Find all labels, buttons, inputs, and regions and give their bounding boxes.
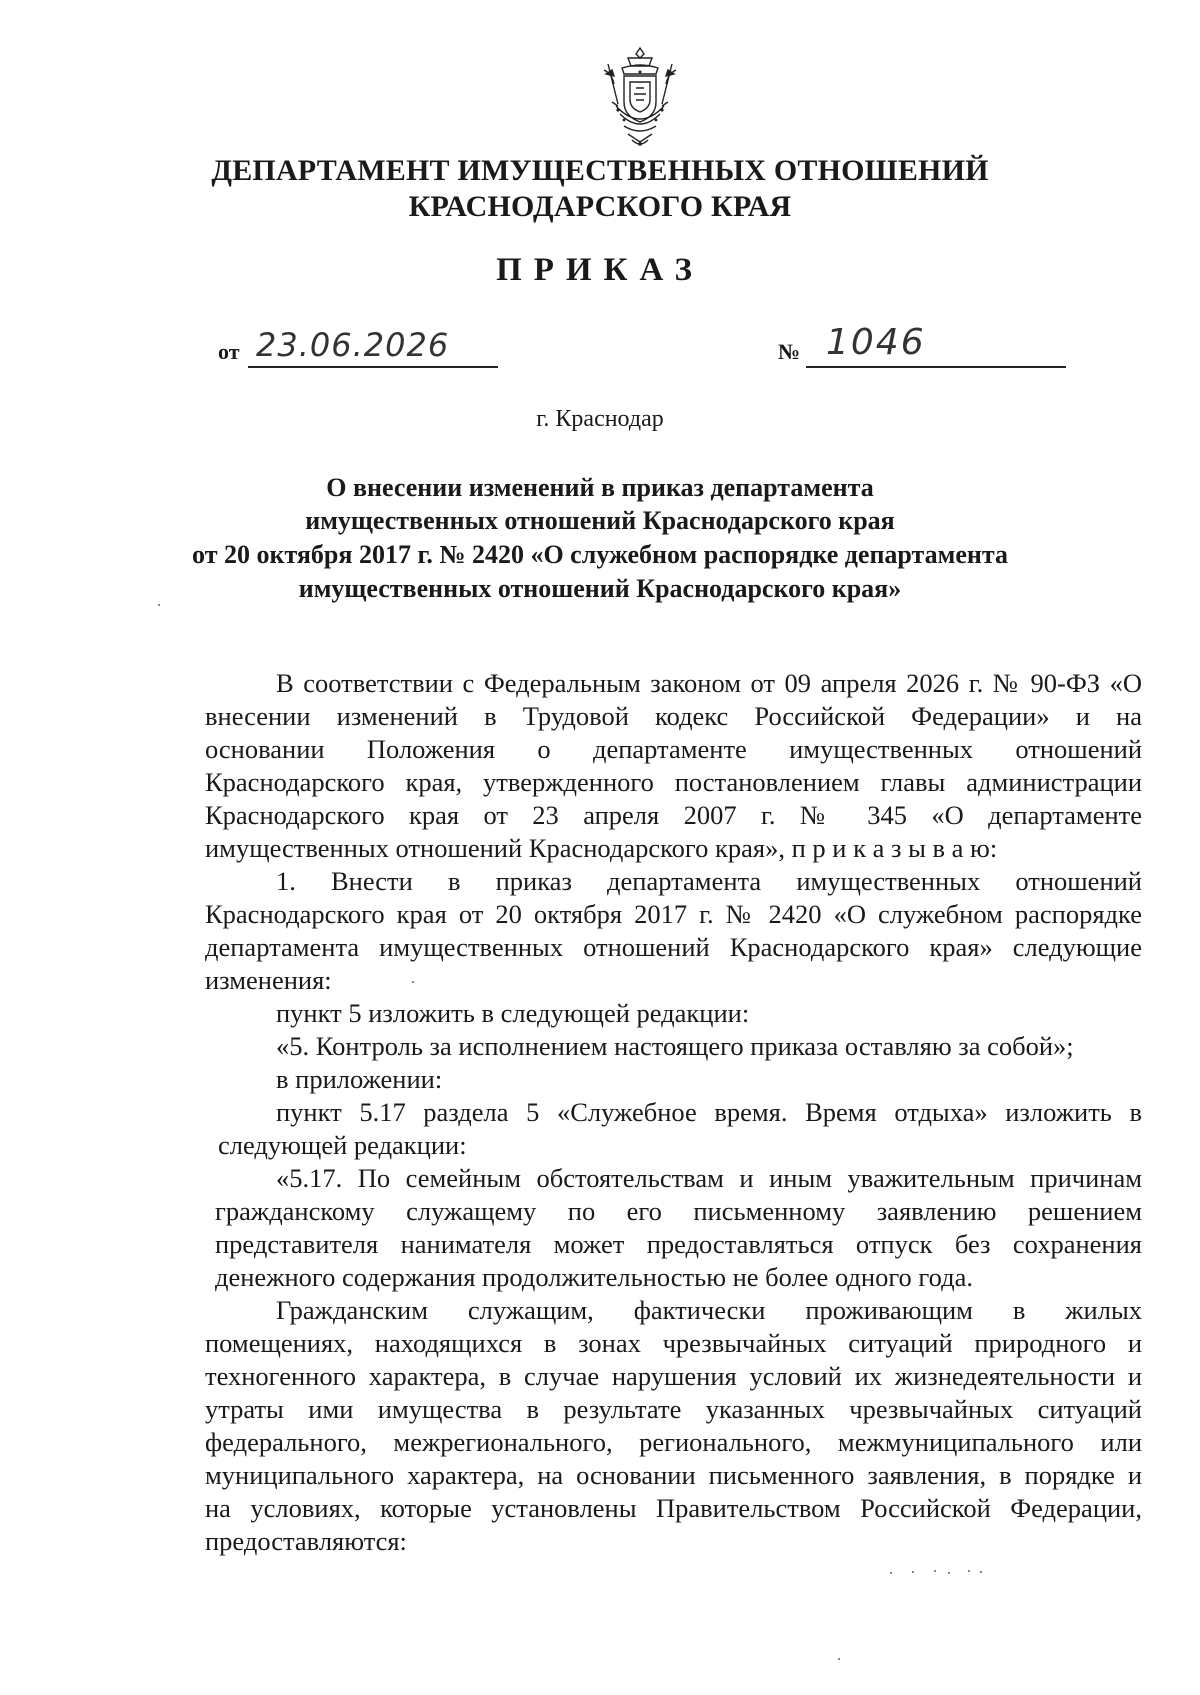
document-type-heading: ПРИКАЗ <box>496 252 704 288</box>
body-text-line: имущественных отношений Краснодарского края», п р и к а з ы в а ю: <box>205 833 998 863</box>
scan-speck <box>890 1572 892 1574</box>
scan-speck <box>934 1570 936 1572</box>
body-text-line: Краснодарского края от 20 октября 2017 г. № 2420 «О служебном распорядке <box>205 899 1142 929</box>
body-text-line: на условиях, которые установлены Правительством Российской Федерации, <box>205 1493 1142 1523</box>
body-text-line: утраты ими имущества в результате указанных чрезвычайных ситуаций <box>205 1394 1142 1424</box>
body-text-line: изменения: <box>205 965 332 995</box>
body-text-line: Краснодарского края от 23 апреля 2007 г. № 345 «О департаменте <box>205 800 1142 830</box>
body-text-line: основании Положения о департаменте имущественных отношений <box>205 734 1142 764</box>
scan-speck <box>158 604 160 606</box>
scan-speck <box>968 1570 970 1572</box>
body-text-line: следующей редакции: <box>218 1130 467 1160</box>
body-text-line: Гражданским служащим, фактически проживающим в жилых <box>276 1295 1142 1325</box>
body-text-line: внесении изменений в Трудовой кодекс Российской Федерации» и на <box>205 701 1142 731</box>
body-text-line: «5.17. По семейным обстоятельствам и иным уважительным причинам <box>276 1163 1142 1193</box>
order-title-line: от 20 октября 2017 г. № 2420 «О служебном распорядке департамента <box>192 540 1008 569</box>
department-name-line1: ДЕПАРТАМЕНТ ИМУЩЕСТВЕННЫХ ОТНОШЕНИЙ <box>211 154 989 187</box>
department-name-line2: КРАСНОДАРСКОГО КРАЯ <box>408 190 792 223</box>
date-label: от <box>218 339 240 364</box>
body-text-line: 1. Внести в приказ департамента имущественных отношений <box>276 866 1142 896</box>
body-text-line: в приложении: <box>276 1064 443 1094</box>
scan-speck <box>912 1571 914 1573</box>
body-text-line: гражданскому служащему по его письменному заявлению решением <box>215 1196 1142 1226</box>
body-text-line: представителя нанимателя может предоставляться отпуск без сохранения <box>215 1229 1142 1259</box>
body-text-line: денежного содержания продолжительностью не более одного года. <box>215 1262 973 1292</box>
order-title-line: О внесении изменений в приказ департамента <box>326 473 874 502</box>
body-text-line: В соответствии с Федеральным законом от 09 апреля 2026 г. № 90-ФЗ «О <box>276 668 1142 698</box>
scan-speck <box>412 981 414 983</box>
body-text-line: помещениях, находящихся в зонах чрезвычайных ситуаций природного и <box>205 1328 1142 1358</box>
body-text-line: федерального, межрегионального, регионального, межмуниципального или <box>205 1427 1142 1457</box>
body-text-line: пункт 5 изложить в следующей редакции: <box>276 998 750 1028</box>
date-underline <box>248 366 498 368</box>
body-text-line: пункт 5.17 раздела 5 «Служебное время. Время отдыха» изложить в <box>276 1097 1142 1127</box>
krasnodar-coat-of-arms-icon <box>598 44 682 154</box>
number-underline <box>806 366 1066 368</box>
issue-city: г. Краснодар <box>536 406 664 432</box>
handwritten-order-number: 1046 <box>826 322 926 363</box>
handwritten-date: 23.06.2026 <box>256 326 450 364</box>
scan-speck <box>838 1658 840 1660</box>
body-text-line: «5. Контроль за исполнением настоящего приказа оставляю за собой»; <box>276 1031 1074 1061</box>
body-text-line: муниципального характера, на основании письменного заявления, в порядке и <box>205 1460 1142 1490</box>
scan-speck <box>948 1572 950 1574</box>
body-text-line: Краснодарского края, утвержденного постановлением главы администрации <box>205 767 1142 797</box>
body-text-line: техногенного характера, в случае нарушения условий их жизнедеятельности и <box>205 1361 1142 1391</box>
body-text-line: департамента имущественных отношений Краснодарского края» следующие <box>205 932 1142 962</box>
order-title-line: имущественных отношений Краснодарского края» <box>298 574 902 603</box>
order-title-line: имущественных отношений Краснодарского края <box>305 506 895 535</box>
scan-speck <box>980 1571 982 1573</box>
body-text-line: предоставляются: <box>205 1526 407 1556</box>
number-label: № <box>778 339 801 364</box>
